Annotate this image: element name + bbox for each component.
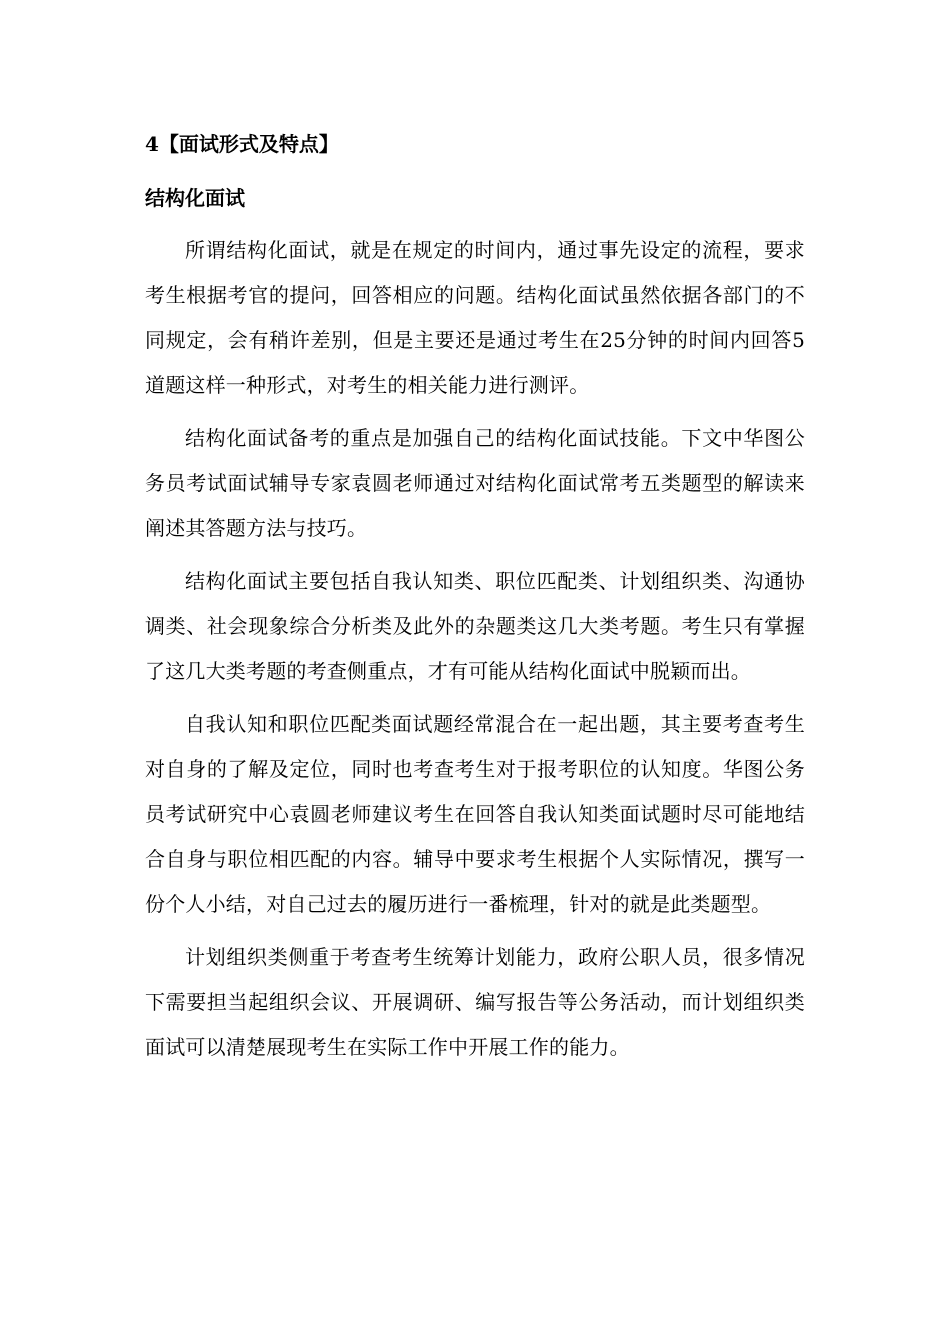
paragraph-2: 结构化面试备考的重点是加强自己的结构化面试技能。下文中华图公务员考试面试辅导专家袁圆老师通过对结构化面试常考五类题型的解读来阐述其答题方法与技巧。 <box>145 426 805 540</box>
subsection-title: 结构化面试 <box>145 186 245 210</box>
paragraph-4: 自我认知和职位匹配类面试题经常混合在一起出题，其主要考查考生对自身的了解及定位，同时也考查考生对于报考职位的认知度。华图公务员考试研究中心袁圆老师建议考生在回答自我认知类面试题时尽可能地结合自身与职位相匹配的内容。辅导中要求考生根据个人实际情况，撰写一份个人小结，对自己过去的履历进行一番梳理，针对的就是此类题型。 <box>145 712 805 916</box>
paragraph-1: 所谓结构化面试，就是在规定的时间内，通过事先设定的流程，要求考生根据考官的提问，回答相应的问题。结构化面试虽然依据各部门的不同规定，会有稍许差别，但是主要还是通过考生在25分钟的时间内回答5道题这样一种形式，对考生的相关能力进行测评。 <box>145 238 805 397</box>
document-body <box>145 130 805 1078</box>
paragraph-3: 结构化面试主要包括自我认知类、职位匹配类、计划组织类、沟通协调类、社会现象综合分析类及此外的杂题类这几大类考题。考生只有掌握了这几大类考题的考查侧重点，才有可能从结构化面试中脱颖而出。 <box>145 569 805 683</box>
paragraph-5: 计划组织类侧重于考查考生统筹计划能力，政府公职人员，很多情况下需要担当起组织会议、开展调研、编写报告等公务活动，而计划组织类面试可以清楚展现考生在实际工作中开展工作的能力。 <box>145 945 805 1059</box>
section-title: 4【面试形式及特点】 <box>145 132 339 156</box>
